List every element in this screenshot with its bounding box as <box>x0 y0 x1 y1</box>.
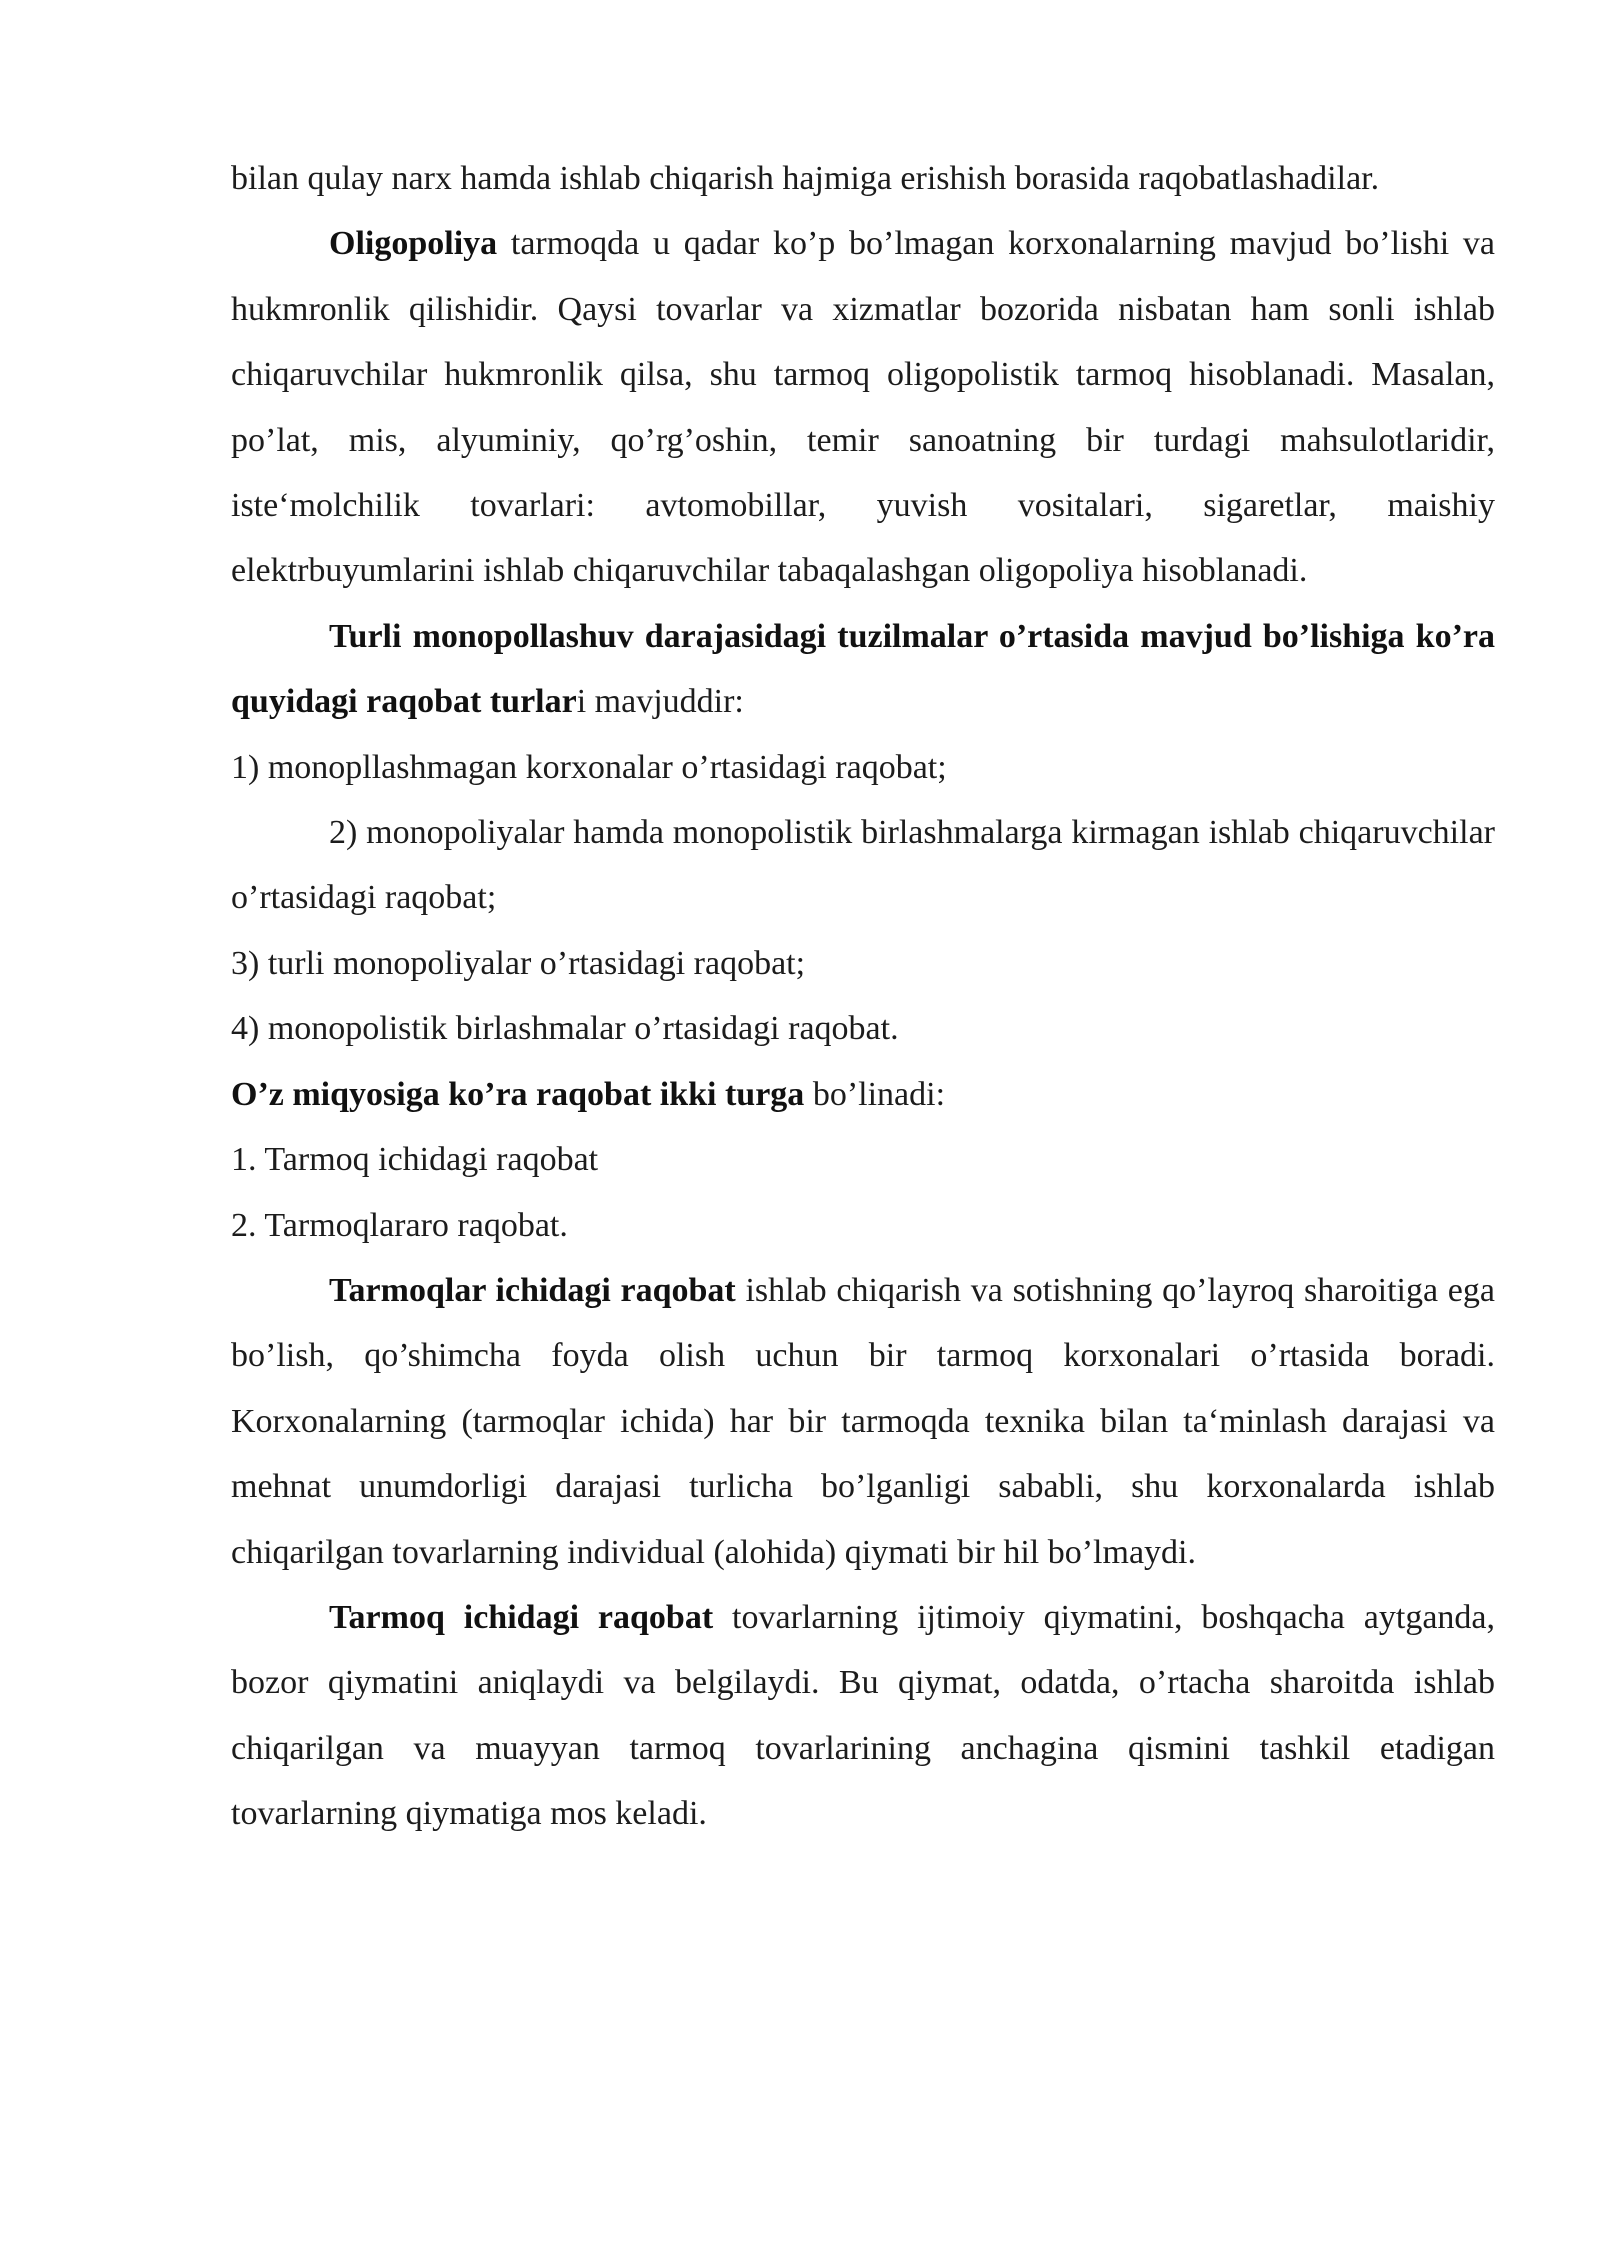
paragraph-miqyos: O’z miqyosiga ko’ra raqobat ikki turga bo’linadi: <box>231 1075 946 1113</box>
paragraph-tarmoq-ichidagi: Tarmoq ichidagi raqobat tovarlarning ijtimoiy qiymatini, boshqacha aytganda, bozor qiymatini aniqlaydi va belgilaydi. Bu qiymat, odatda, o’rtacha sharoitda ishlab chiqarilgan va muayyan tarmoq tovarlarining anchagina qismini tashkil etadigan tovarlarning qiymatiga mos keladi. <box>231 1598 1496 1833</box>
term-tarmoq-ichidagi-raqobat: Tarmoq ichidagi raqobat <box>329 1598 714 1636</box>
list-item: 1. Tarmoq ichidagi raqobat <box>231 1141 599 1179</box>
paragraph-raqobat-turlari: Turli monopollashuv darajasidagi tuzilmalar o’rtasida mavjud bo’lishiga ko’ra quyidagi raqobat turlari mavjuddir: <box>231 617 1495 721</box>
paragraph-continuation: bilan qulay narx hamda ishlab chiqarish hajmiga erishish borasida raqobatlashadilar. <box>231 160 1380 197</box>
heading-raqobat-turlari: Turli monopollashuv darajasidagi tuzilmalar o’rtasida mavjud bo’lishiga ko’ra quyidagi raqobat turlar <box>231 617 1495 721</box>
list-item: 2) monopoliyalar hamda monopolistik birlashmalarga kirmagan ishlab chiqaruvchilar o’rtasidagi raqobat; <box>231 814 1495 917</box>
list-item: 4) monopolistik birlashmalar o’rtasidagi raqobat. <box>231 1010 899 1048</box>
list-item: 2. Tarmoqlararo raqobat. <box>231 1206 568 1244</box>
list-item: 3) turli monopoliyalar o’rtasidagi raqobat; <box>231 944 806 982</box>
term-oligopoliya: Oligopoliya <box>329 225 498 263</box>
list-item: 1) monopllashmagan korxonalar o’rtasidagi raqobat; <box>231 748 947 786</box>
heading-miqyos: O’z miqyosiga ko’ra raqobat ikki turga <box>231 1075 805 1113</box>
paragraph-tarmoqlar-ichidagi: Tarmoqlar ichidagi raqobat ishlab chiqarish va sotishning qo’layroq sharoitiga ega bo’lish, qo’shimcha foyda olish uchun bir tarmoq korxonalari o’rtasida boradi. Korxonalarning (tarmoqlar ichida) har bir tarmoqda texnika bilan ta‘minlash darajasi va mehnat unumdorligi darajasi turlicha bo’lganligi sababli, shu korxonalarda ishlab chiqarilgan tovarlarning individual (alohida) qiymati bir hil bo’lmaydi. <box>231 1271 1495 1571</box>
paragraph-oligopoliya: Oligopoliya tarmoqda u qadar ko’p bo’lmagan korxonalarning mavjud bo’lishi va hukmronlik qilishidir. Qaysi tovarlar va xizmatlar bozorida nisbatan ham sonli ishlab chiqaruvchilar hukmronlik qilsa, shu tarmoq oligopolistik tarmoq hisoblanadi. Masalan, po’lat, mis, alyuminiy, qo’rg’oshin, temir sanoatning bir turdagi mahsulotlaridir, iste‘molchilik tovarlari: avtomobillar, yuvish vositalari, sigaretlar, maishiy elektrbuyumlarini ishlab chiqaruvchilar tabaqalashgan oligopoliya hisoblanadi. <box>231 225 1495 590</box>
term-tarmoqlar-ichidagi-raqobat: Tarmoqlar ichidagi raqobat <box>329 1271 736 1309</box>
document-page <box>231 146 1495 1847</box>
